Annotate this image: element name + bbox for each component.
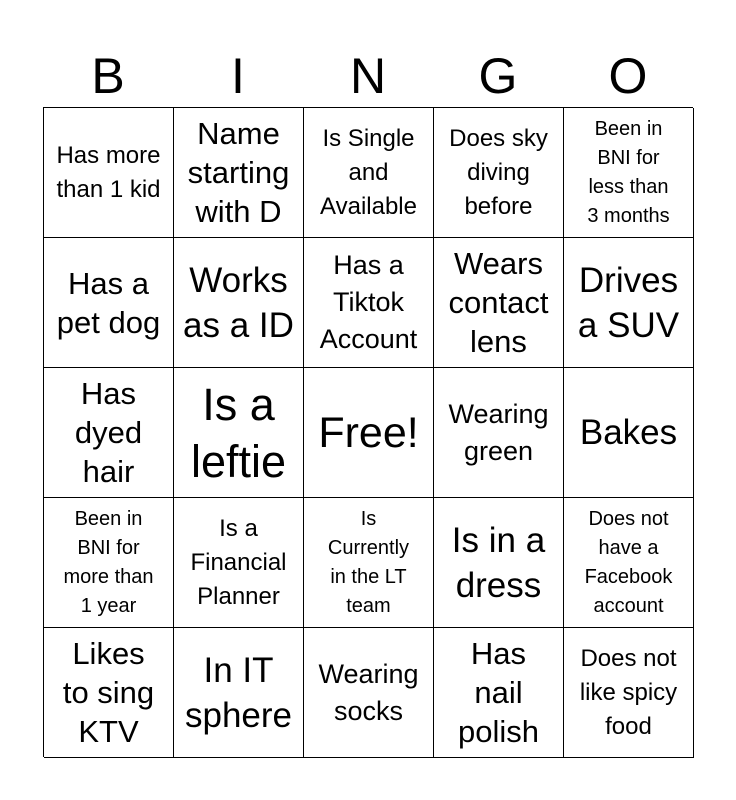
bingo-cell[interactable] (174, 238, 304, 368)
bingo-cell[interactable] (44, 238, 174, 368)
bingo-cell[interactable] (564, 368, 694, 498)
cell-text: Is a leftie (190, 378, 287, 487)
cell-text: Has nail polish (458, 636, 539, 749)
cell-text: Free! (318, 408, 419, 457)
bingo-cell[interactable] (434, 498, 564, 628)
cell-text: Wearing socks (318, 658, 419, 726)
bingo-cell[interactable] (44, 108, 174, 238)
header-letter-o: O (608, 48, 648, 104)
bingo-cell[interactable] (304, 498, 434, 628)
cell-text: In IT sphere (184, 650, 293, 735)
cell-text: Works as a ID (183, 260, 294, 345)
bingo-cell[interactable] (434, 368, 564, 498)
header-letter-b: B (91, 48, 125, 104)
cell-text: Is a Financial Planner (190, 514, 287, 610)
cell-text: Drives a SUV (577, 260, 680, 345)
header-letter-n: N (349, 48, 387, 104)
bingo-cell[interactable] (434, 238, 564, 368)
cell-text: Is in a dress (451, 520, 546, 605)
bingo-cell[interactable] (304, 628, 434, 758)
bingo-cell[interactable] (564, 108, 694, 238)
cell-text: Is Currently in the LT team (327, 507, 410, 617)
bingo-header (43, 44, 693, 108)
cell-text: Has more than 1 kid (56, 141, 161, 203)
cell-text: Has a pet dog (56, 265, 161, 340)
bingo-cell[interactable] (44, 368, 174, 498)
bingo-cell[interactable] (174, 108, 304, 238)
cell-text: Name starting with D (187, 116, 290, 229)
cell-text: Is Single and Available (320, 124, 417, 220)
bingo-cell[interactable] (44, 498, 174, 628)
bingo-cell[interactable] (434, 108, 564, 238)
bingo-cell[interactable] (174, 628, 304, 758)
bingo-cell[interactable] (564, 238, 694, 368)
free-cell[interactable] (304, 368, 434, 498)
bingo-cell[interactable] (564, 628, 694, 758)
cell-text: Bakes (579, 413, 678, 452)
header-letter-g: G (478, 48, 518, 104)
bingo-cell[interactable] (174, 498, 304, 628)
bingo-cell[interactable] (44, 628, 174, 758)
cell-text: Does not like spicy food (579, 644, 678, 740)
cell-text: Wearing green (448, 398, 549, 466)
cell-text: Likes to sing KTV (62, 636, 155, 749)
bingo-cell[interactable] (174, 368, 304, 498)
bingo-cell[interactable] (304, 108, 434, 238)
cell-text: Has dyed hair (74, 376, 143, 489)
cell-text: Been in BNI for more than 1 year (63, 507, 154, 617)
bingo-grid (43, 107, 693, 757)
bingo-cell[interactable] (304, 238, 434, 368)
cell-text: Been in BNI for less than 3 months (587, 117, 670, 227)
bingo-cell[interactable] (564, 498, 694, 628)
header-letter-i: I (231, 48, 245, 104)
cell-text: Wears contact lens (448, 246, 549, 359)
cell-text: Does not have a Facebook account (584, 507, 673, 617)
bingo-cell[interactable] (434, 628, 564, 758)
cell-text: Has a Tiktok Account (319, 250, 418, 354)
cell-text: Does sky diving before (449, 124, 548, 220)
